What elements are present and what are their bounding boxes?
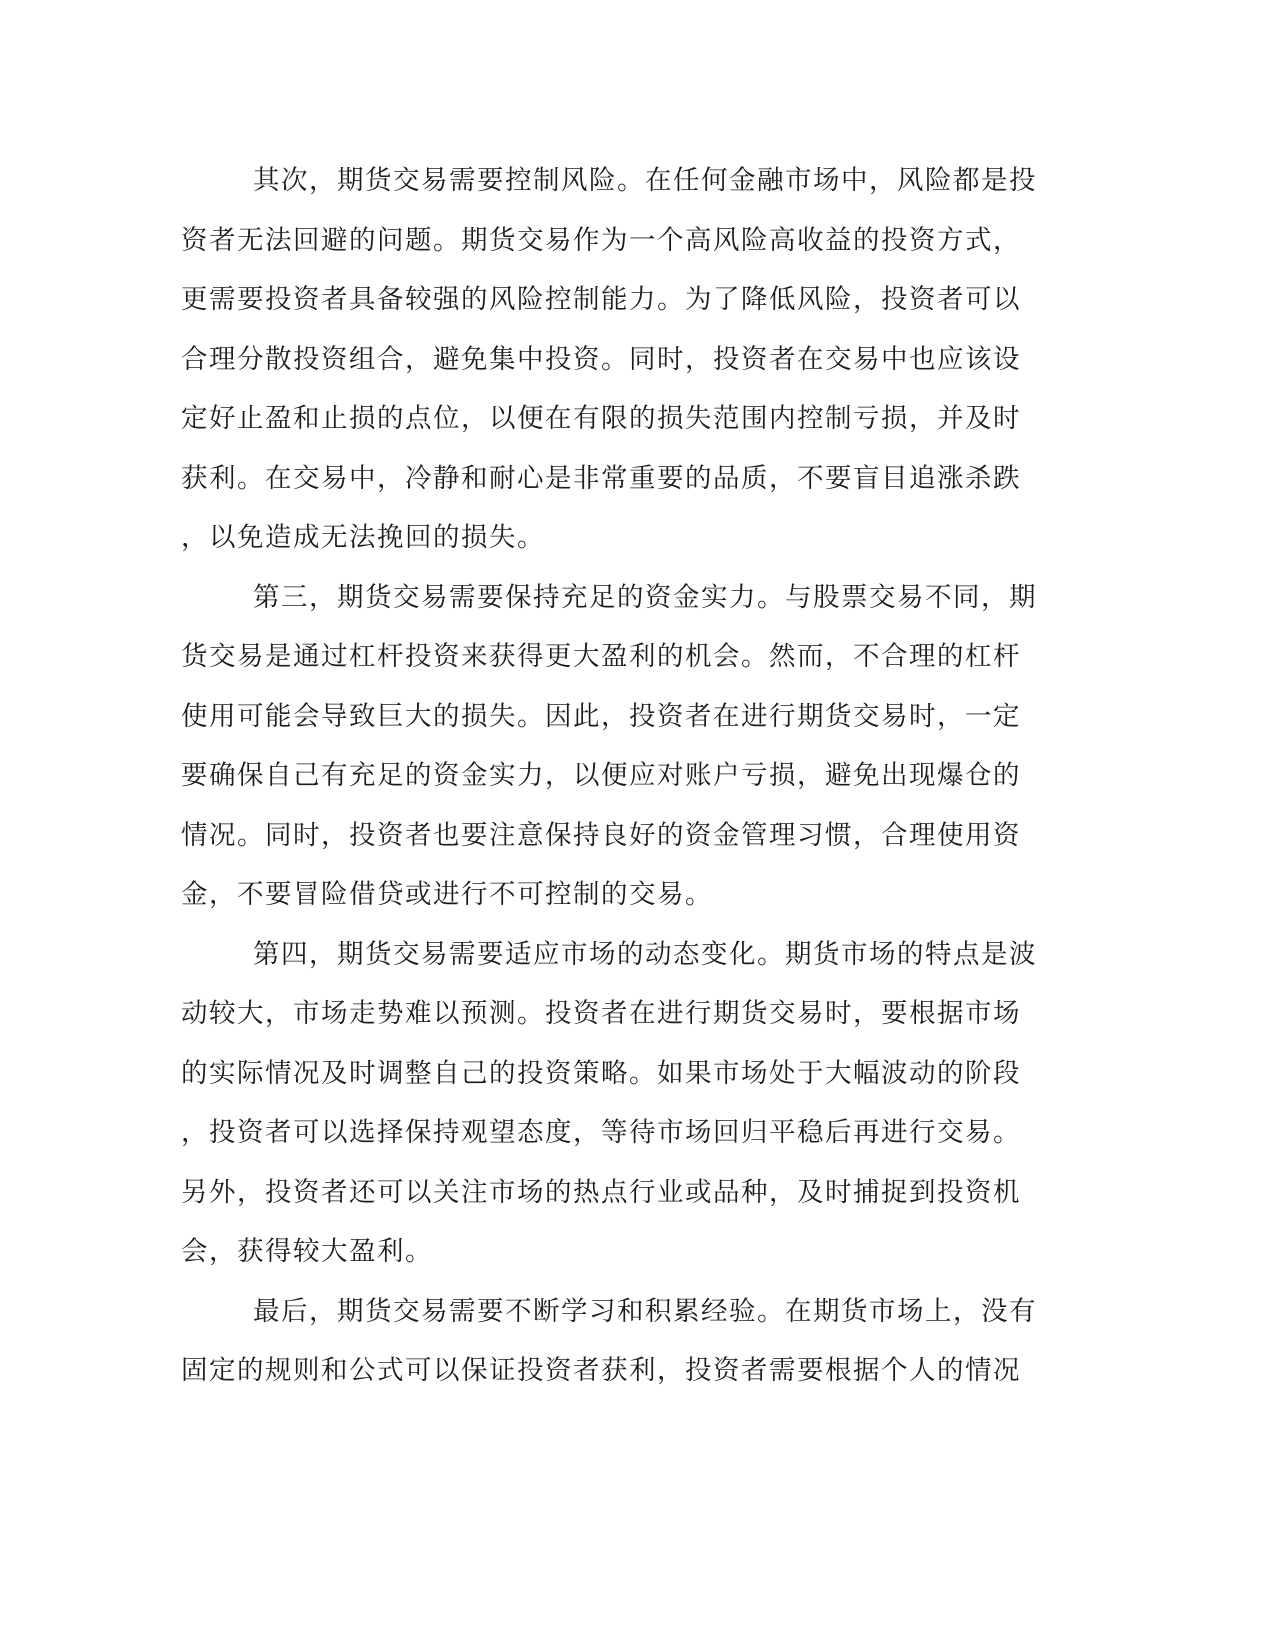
- text-line: 使用可能会导致巨大的损失。因此，投资者在进行期货交易时，一定: [181, 700, 1021, 732]
- text-line: 动较大，市场走势难以预测。投资者在进行期货交易时，要根据市场: [181, 998, 1021, 1029]
- text-line: 其次，期货交易需要控制风险。在任何金融市场中，风险都是投: [253, 165, 1037, 196]
- text-line: 固定的规则和公式可以保证投资者获利，投资者需要根据个人的情况: [181, 1355, 1021, 1386]
- text-line: 第三，期货交易需要保持充足的资金实力。与股票交易不同，期: [253, 581, 1037, 613]
- text-line: ，投资者可以选择保持观望态度，等待市场回归平稳后再进行交易。: [181, 1117, 1021, 1148]
- text-line: 的实际情况及时调整自己的投资策略。如果市场处于大幅波动的阶段: [181, 1057, 1021, 1089]
- text-line: 货交易是通过杠杆投资来获得更大盈利的机会。然而，不合理的杠杆: [181, 641, 1021, 672]
- text-line: 会，获得较大盈利。: [181, 1236, 433, 1267]
- text-line: 金，不要冒险借贷或进行不可控制的交易。: [181, 879, 713, 910]
- text-line: ，以免造成无法挽回的损失。: [181, 522, 545, 553]
- paragraph-market-adaptation: [181, 925, 1041, 1282]
- paragraph-risk-control: [181, 151, 1041, 568]
- paragraph-capital-strength: [181, 568, 1041, 925]
- text-line: 最后，期货交易需要不断学习和积累经验。在期货市场上，没有: [253, 1295, 1037, 1327]
- text-line: 第四，期货交易需要适应市场的动态变化。期货市场的特点是波: [253, 938, 1037, 970]
- text-line: 资者无法回避的问题。期货交易作为一个高风险高收益的投资方式，: [181, 224, 1021, 256]
- text-line: 定好止盈和止损的点位，以便在有限的损失范围内控制亏损，并及时: [181, 403, 1021, 434]
- text-line: 要确保自己有充足的资金实力，以便应对账户亏损，避免出现爆仓的: [181, 760, 1021, 791]
- text-line: 合理分散投资组合，避免集中投资。同时，投资者在交易中也应该设: [181, 343, 1021, 375]
- paragraph-learning: [181, 1282, 1041, 1401]
- text-line: 情况。同时，投资者也要注意保持良好的资金管理习惯，合理使用资: [181, 819, 1021, 851]
- text-line: 获利。在交易中，冷静和耐心是非常重要的品质，不要盲目追涨杀跌: [181, 462, 1021, 494]
- text-line: 更需要投资者具备较强的风险控制能力。为了降低风险，投资者可以: [181, 284, 1021, 315]
- document-body: [181, 151, 1041, 1401]
- text-line: 另外，投资者还可以关注市场的热点行业或品种，及时捕捉到投资机: [181, 1176, 1021, 1208]
